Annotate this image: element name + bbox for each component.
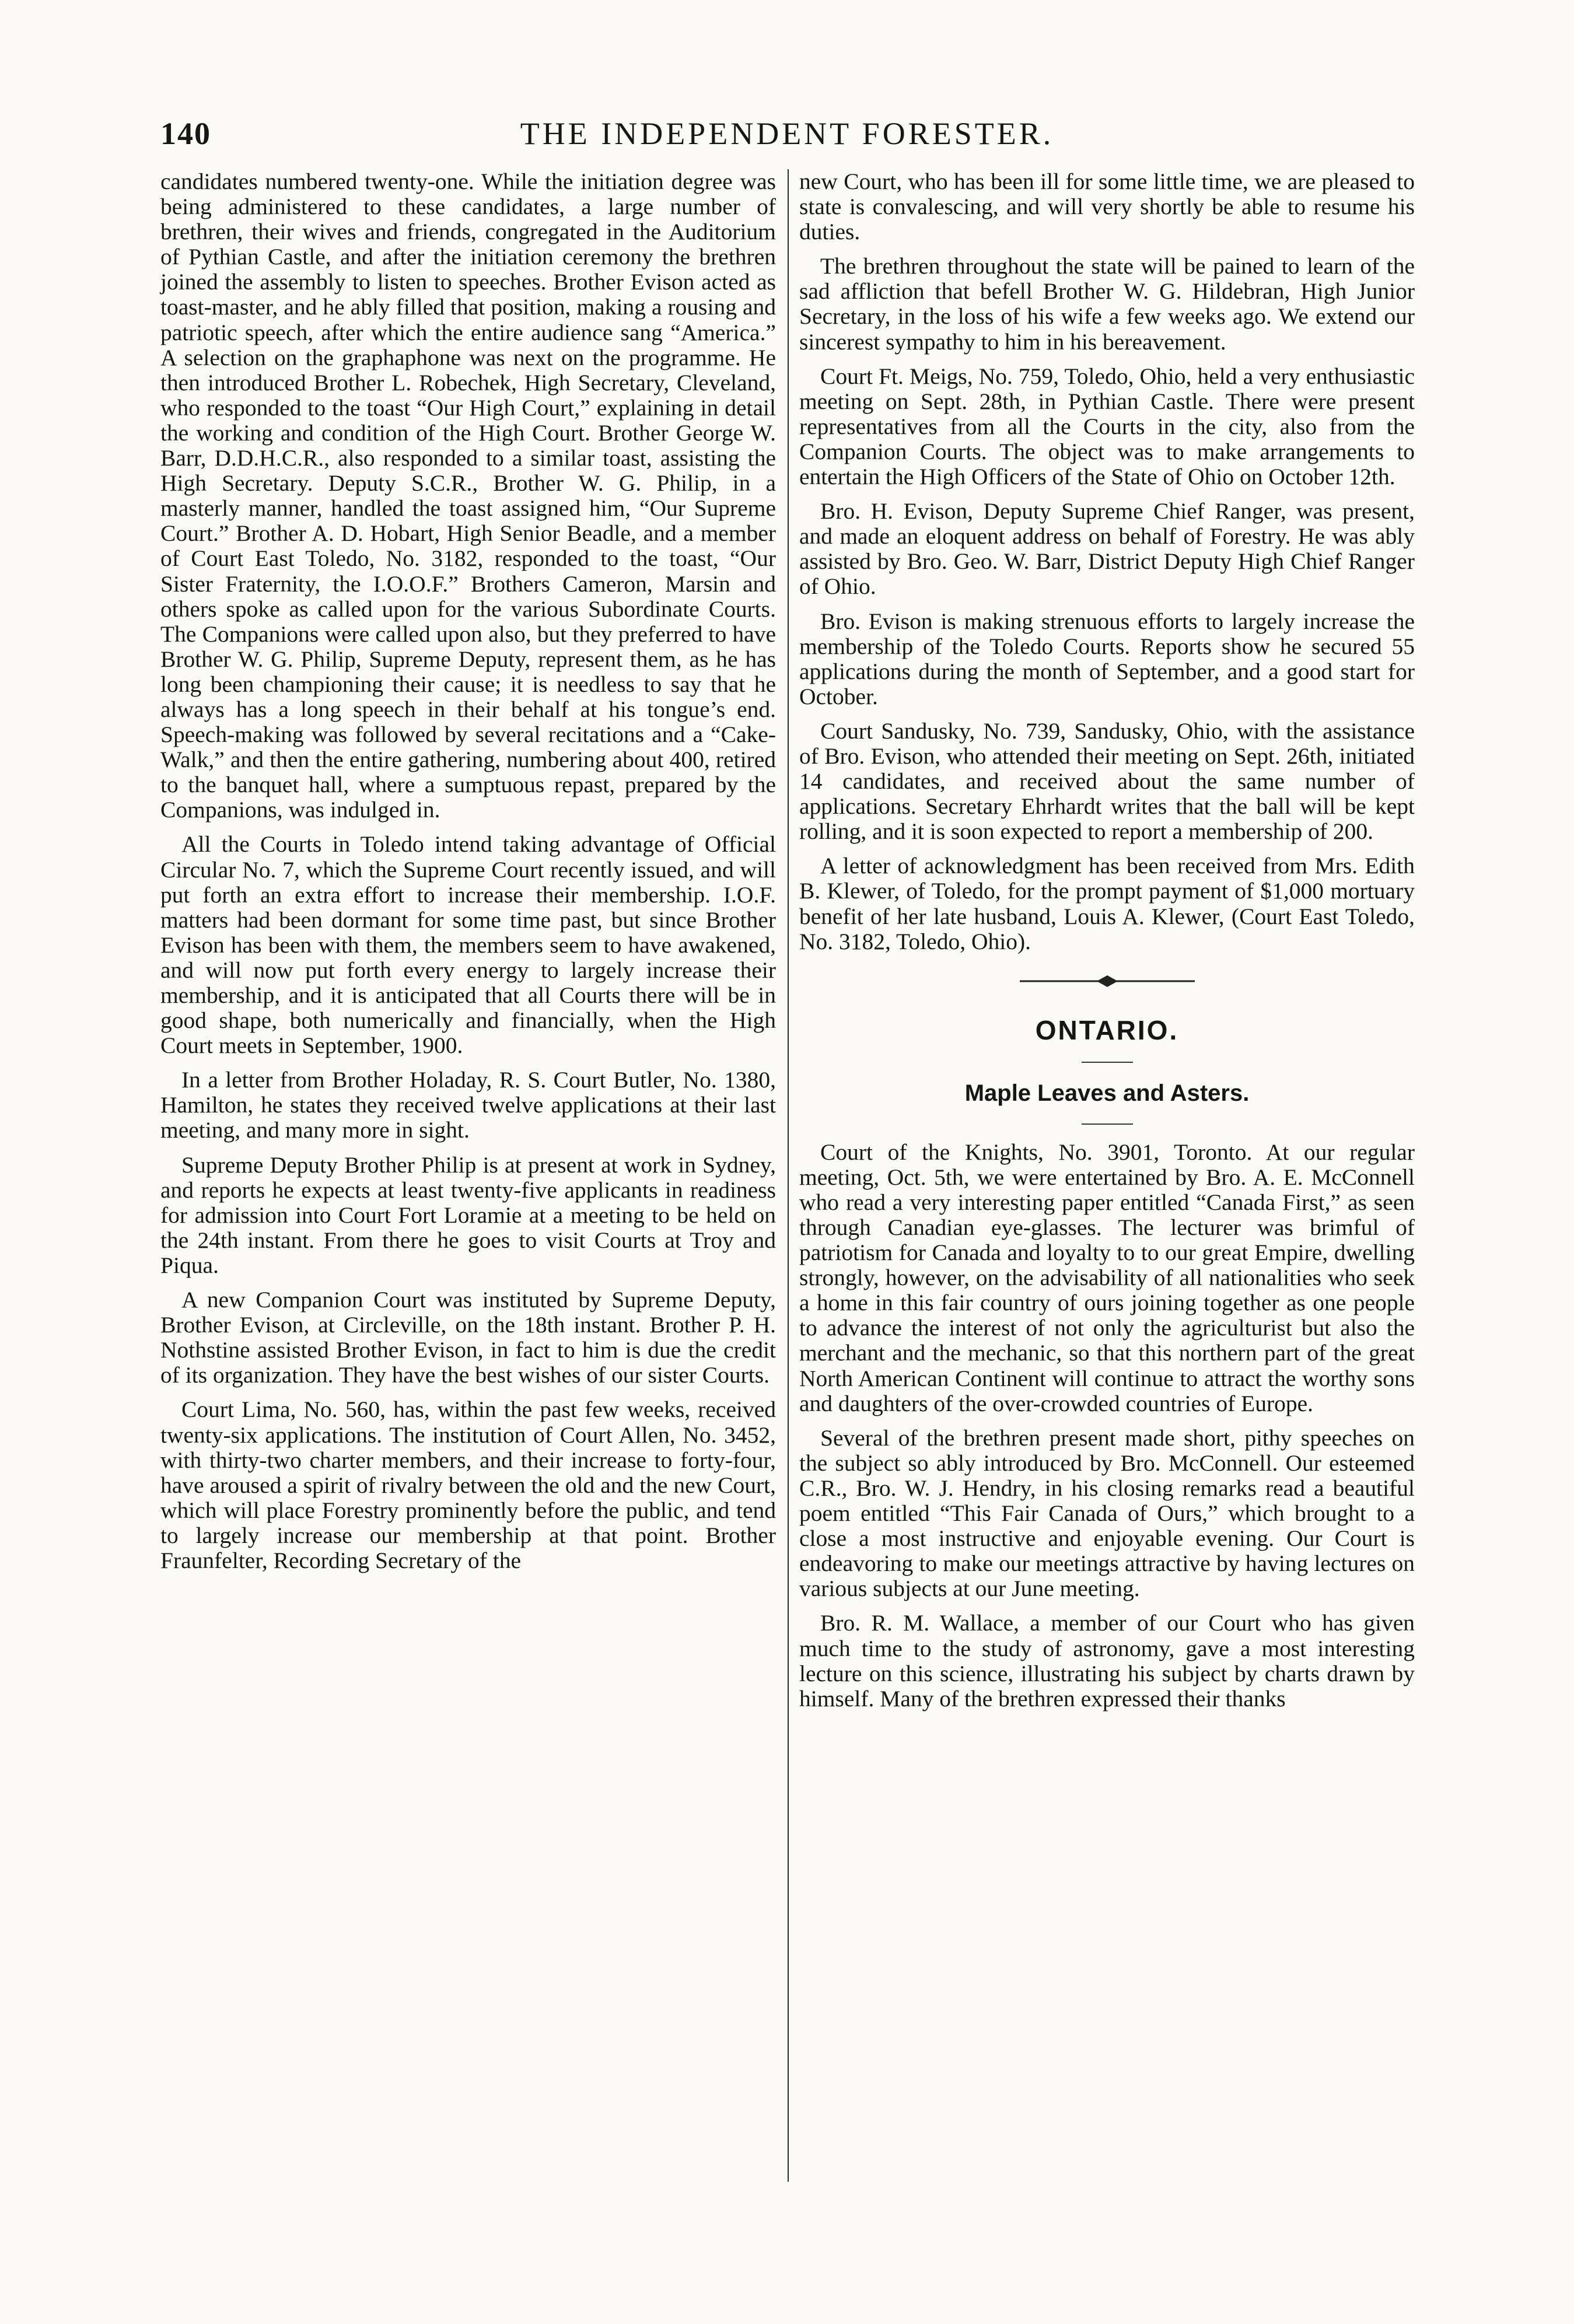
article-paragraph: Court of the Knights, No. 3901, Toronto. At our regular meeting, Oct. 5th, we were entertained by Bro. A. E. McConnell who read a very interesting paper entitled “Canada First,” as seen through Canadian eye-glasses. The lecturer was brimful of patriotism for Canada and loyalty to to our great Empire, dwelling strongly, however, on the advisability of all nationalities who seek a home in this fair country of ours joining together as one people to advance the interest of not only the agriculturist but also the merchant and the mechanic, so that this northern part of the great North American Continent will continue to attract the worthy sons and daughters of the over-crowded countries of Europe. (799, 1139, 1415, 1416)
article-paragraph: Bro. Evison is making strenuous efforts to largely increase the membership of the Toledo Courts. Reports show he secured 55 applications during the month of September, and a good start for October. (799, 608, 1415, 709)
page-number: 140 (160, 116, 211, 151)
subheading-rule (1082, 1124, 1133, 1125)
section-ornament (799, 970, 1415, 1002)
column-divider (788, 169, 789, 2182)
article-paragraph: A new Companion Court was instituted by Supreme Deputy, Brother Evison, at Circleville, on the 18th instant. Brother P. H. Nothstine assisted Brother Evison, in fact to him is due the credit of its organization. They have the best wishes of our sister Courts. (160, 1287, 776, 1388)
article-paragraph: The brethren throughout the state will be pained to learn of the sad affliction that befell Brother W. G. Hildebran, High Junior Secretary, in the loss of his wife a few weeks ago. We extend our sincerest sympathy to him in his bereavement. (799, 253, 1415, 355)
article-paragraph: Bro. R. M. Wallace, a member of our Court who has given much time to the study of astronomy, gave a most interesting lecture on this science, illustrating his subject by charts drawn by himself. Many of the brethren expressed their thanks (799, 1610, 1415, 1712)
journal-title: THE INDEPENDENT FORESTER. (520, 116, 1054, 151)
left-column (160, 169, 776, 1573)
article-paragraph: Court Ft. Meigs, No. 759, Toledo, Ohio, held a very enthusiastic meeting on Sept. 28th, in Pythian Castle. There were present representatives from all the Courts in the city, also from the Companion Courts. The object was to make arrangements to entertain the High Officers of the State of Ohio on October 12th. (799, 363, 1415, 490)
right-column (799, 169, 1415, 1712)
article-paragraph: A letter of acknowledgment has been received from Mrs. Edith B. Klewer, of Toledo, for the prompt payment of $1,000 mortuary benefit of her late husband, Louis A. Klewer, (Court East Toledo, No. 3182, Toledo, Ohio). (799, 853, 1415, 954)
article-paragraph: In a letter from Brother Holaday, R. S. Court Butler, No. 1380, Hamilton, he states they received twelve applications at their last meeting, and many more in sight. (160, 1067, 776, 1143)
running-head (160, 111, 1414, 158)
heading-rule (1082, 1062, 1133, 1063)
article-paragraph: new Court, who has been ill for some little time, we are pleased to state is convalescing, and will very shortly be able to resume his duties. (799, 169, 1415, 245)
article-paragraph: candidates numbered twenty-one. While the initiation degree was being administered to these candidates, a large number of brethren, their wives and friends, congregated in the Auditorium of Pythian Castle, and after the initiation ceremony the brethren joined the assembly to listen to speeches. Brother Evison acted as toast-master, and he ably filled that position, making a rousing and patriotic speech, after which the entire audience sang “America.” A selection on the graphaphone was next on the programme. He then introduced Brother L. Robechek, High Secretary, Cleveland, who responded to the toast “Our High Court,” explaining in detail the working and condition of the High Court. Brother George W. Barr, D.D.H.C.R., also responded to a similar toast, assisting the High Secretary. Deputy S.C.R., Brother W. G. Philip, in a masterly manner, handled the toast assigned him, “Our Supreme Court.” Brother A. D. Hobart, High Senior Beadle, and a member of Court East Toledo, No. 3182, responded to the toast, “Our Sister Fraternity, the I.O.O.F.” Brothers Cameron, Marsin and others spoke as called upon for the various Subordinate Courts. The Companions were called upon also, but they preferred to have Brother W. G. Philip, Supreme Deputy, represent them, as he has long been championing their cause; it is needless to say that he always has a long speech in their behalf at his tongue’s end. Speech-making was followed by several recitations and a “Cake-Walk,” and then the entire gathering, numbering about 400, retired to the banquet hall, where a sumptuous repast, prepared by the Companions, was indulged in. (160, 169, 776, 823)
article-paragraph: Supreme Deputy Brother Philip is at present at work in Sydney, and reports he expects at least twenty-five applicants in readiness for admission into Court Fort Loramie at a meeting to be held on the 24th instant. From there he goes to visit Courts at Troy and Piqua. (160, 1152, 776, 1278)
article-paragraph: Several of the brethren present made short, pithy speeches on the subject so ably introduced by Bro. McConnell. Our esteemed C.R., Bro. W. J. Hendry, in his closing remarks read a beautiful poem entitled “This Fair Canada of Ours,” which brought to a close a most instructive and enjoyable evening. Our Court is endeavoring to make our meetings attractive by having lectures on various subjects at our June meeting. (799, 1424, 1415, 1602)
article-paragraph: Court Lima, No. 560, has, within the past few weeks, received twenty-six applications. The institution of Court Allen, No. 3452, with thirty-two charter members, and their increase to forty-four, have aroused a spirit of rivalry between the old and the new Court, which will place Forestry prominently before the public, and tend to largely increase our membership at that point. Brother Fraunfelter, Recording Secretary of the (160, 1396, 776, 1573)
section-heading: ONTARIO. (1035, 1014, 1179, 1045)
ornament-rule-icon (1014, 970, 1201, 993)
article-paragraph: Court Sandusky, No. 739, Sandusky, Ohio, with the assistance of Bro. Evison, who attended their meeting on Sept. 26th, initiated 14 candidates, and received about the same number of applications. Secretary Ehrhardt writes that the ball will be kept rolling, and it is soon expected to report a membership of 200. (799, 718, 1415, 845)
article-paragraph: All the Courts in Toledo intend taking advantage of Official Circular No. 7, which the Supreme Court recently issued, and will put forth an extra effort to increase their membership. I.O.F. matters had been dormant for some time past, but since Brother Evison has been with them, the members seem to have awakened, and will now put forth every energy to largely increase their membership, and it is anticipated that all Courts there will be in good shape, both numerically and financially, when the High Court meets in September, 1900. (160, 831, 776, 1059)
section-subheading: Maple Leaves and Asters. (964, 1080, 1250, 1106)
article-paragraph: Bro. H. Evison, Deputy Supreme Chief Ranger, was present, and made an eloquent address on behalf of Forestry. He was ably assisted by Bro. Geo. W. Barr, District Deputy High Chief Ranger of Ohio. (799, 498, 1415, 600)
